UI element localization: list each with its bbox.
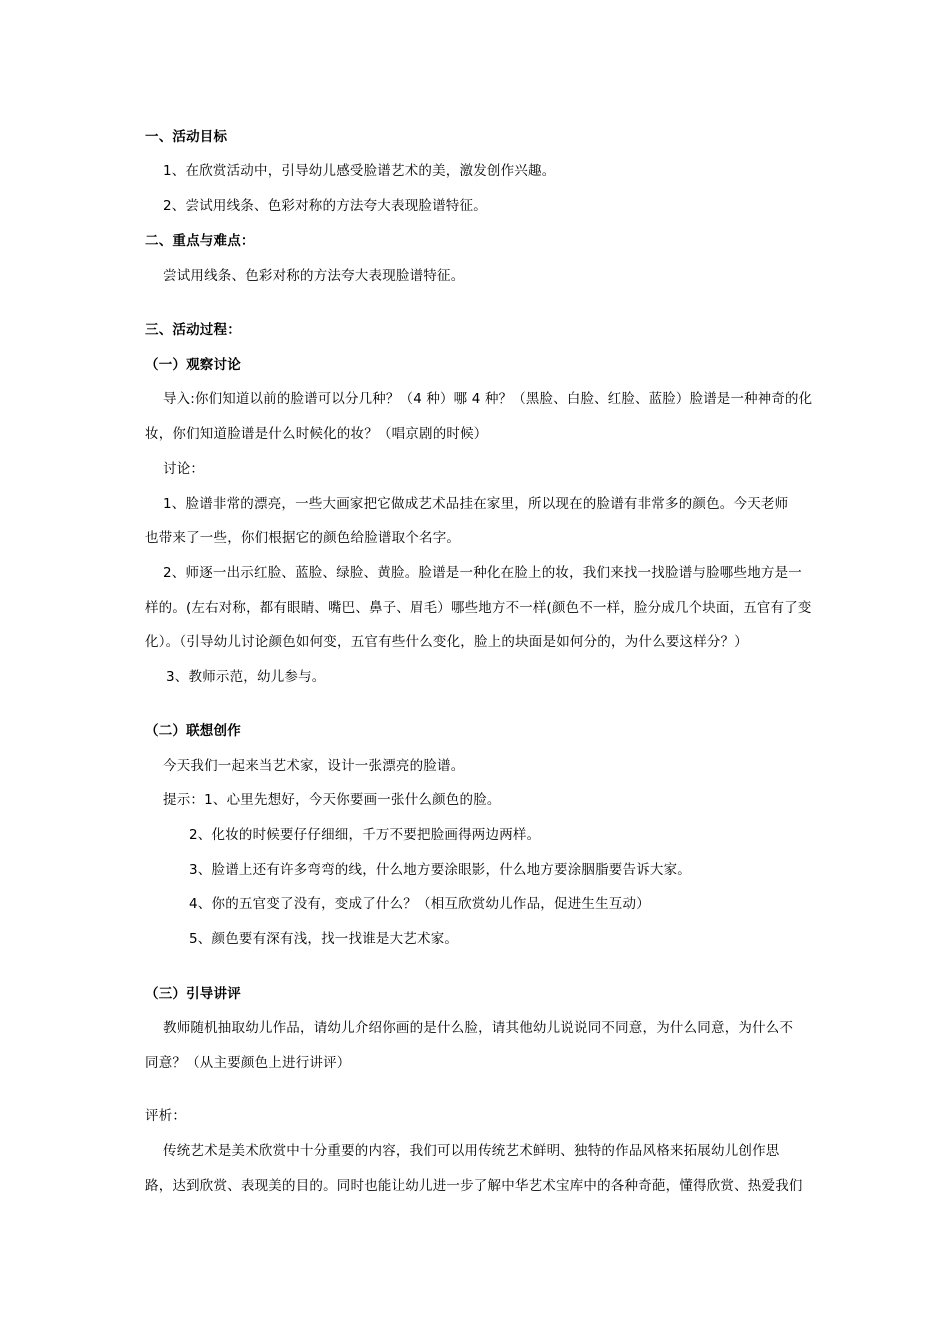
section-heading-goals: 一、活动目标 bbox=[145, 129, 228, 145]
goal-item-1: 1、在欣赏活动中，引导幼儿感受脸谱艺术的美，激发创作兴趣。 bbox=[163, 163, 556, 179]
section-heading-process: 三、活动过程： bbox=[145, 322, 241, 338]
review-text-line-2: 同意？（从主要颜色上进行讲评） bbox=[145, 1055, 351, 1071]
create-tip-5: 5、颜色要有深有浅，找一找谁是大艺术家。 bbox=[189, 931, 459, 947]
discuss-2-line-1: 2、师逐一出示红脸、蓝脸、绿脸、黄脸。脸谱是一种化在脸上的妆，我们来找一找脸谱与脸哪些地方是一 bbox=[163, 565, 802, 581]
observe-intro-line-2: 妆，你们知道脸谱是什么时候化的妆？（唱京剧的时候） bbox=[145, 426, 488, 442]
focus-text: 尝试用线条、色彩对称的方法夸大表现脸谱特征。 bbox=[163, 268, 465, 284]
subsection-heading-review: （三）引导讲评 bbox=[145, 986, 241, 1002]
create-intro: 今天我们一起来当艺术家，设计一张漂亮的脸谱。 bbox=[163, 758, 465, 774]
create-tip-2: 2、化妆的时候要仔仔细细，千万不要把脸画得两边两样。 bbox=[189, 827, 541, 843]
goal-item-2: 2、尝试用线条、色彩对称的方法夸大表现脸谱特征。 bbox=[163, 198, 487, 214]
discuss-3: 3、教师示范，幼儿参与。 bbox=[166, 669, 326, 685]
observe-intro-line-1: 导入:你们知道以前的脸谱可以分几种？（4 种）哪 4 种？（黑脸、白脸、红脸、蓝脸）脸谱是一种神奇的化 bbox=[163, 391, 813, 407]
create-tip-4: 4、你的五官变了没有，变成了什么？（相互欣赏幼儿作品，促进生生互动） bbox=[189, 896, 650, 912]
section-heading-focus: 二、重点与难点： bbox=[145, 233, 255, 249]
discuss-1-line-1: 1、脸谱非常的漂亮，一些大画家把它做成艺术品挂在家里，所以现在的脸谱有非常多的颜色。今天老师 bbox=[163, 496, 789, 512]
create-tip-3: 3、脸谱上还有许多弯弯的线，什么地方要涂眼影，什么地方要涂胭脂要告诉大家。 bbox=[189, 862, 691, 878]
discuss-1-line-2: 也带来了一些，你们根据它的颜色给脸谱取个名字。 bbox=[145, 530, 461, 546]
subsection-heading-create: （二）联想创作 bbox=[145, 723, 241, 739]
discuss-label: 讨论： bbox=[163, 461, 205, 477]
discuss-2-line-2: 样的。(左右对称，都有眼睛、嘴巴、鼻子、眉毛）哪些地方不一样(颜色不一样，脸分成几个块面，五官有了变 bbox=[145, 600, 812, 616]
analysis-heading: 评析： bbox=[145, 1108, 187, 1124]
discuss-2-line-3: 化）。（引导幼儿讨论颜色如何变，五官有些什么变化，脸上的块面是如何分的，为什么要这样分？） bbox=[145, 634, 748, 650]
subsection-heading-observe: （一）观察讨论 bbox=[145, 357, 241, 373]
analysis-line-1: 传统艺术是美术欣赏中十分重要的内容，我们可以用传统艺术鲜明、独特的作品风格来拓展幼儿创作思 bbox=[163, 1143, 780, 1159]
create-tip-1: 提示：1、心里先想好，今天你要画一张什么颜色的脸。 bbox=[163, 792, 501, 808]
analysis-line-2: 路，达到欣赏、表现美的目的。同时也能让幼儿进一步了解中华艺术宝库中的各种奇葩，懂得欣赏、热爱我们 bbox=[145, 1178, 803, 1194]
review-text-line-1: 教师随机抽取幼儿作品，请幼儿介绍你画的是什么脸，请其他幼儿说说同不同意，为什么同意，为什么不 bbox=[163, 1020, 794, 1036]
